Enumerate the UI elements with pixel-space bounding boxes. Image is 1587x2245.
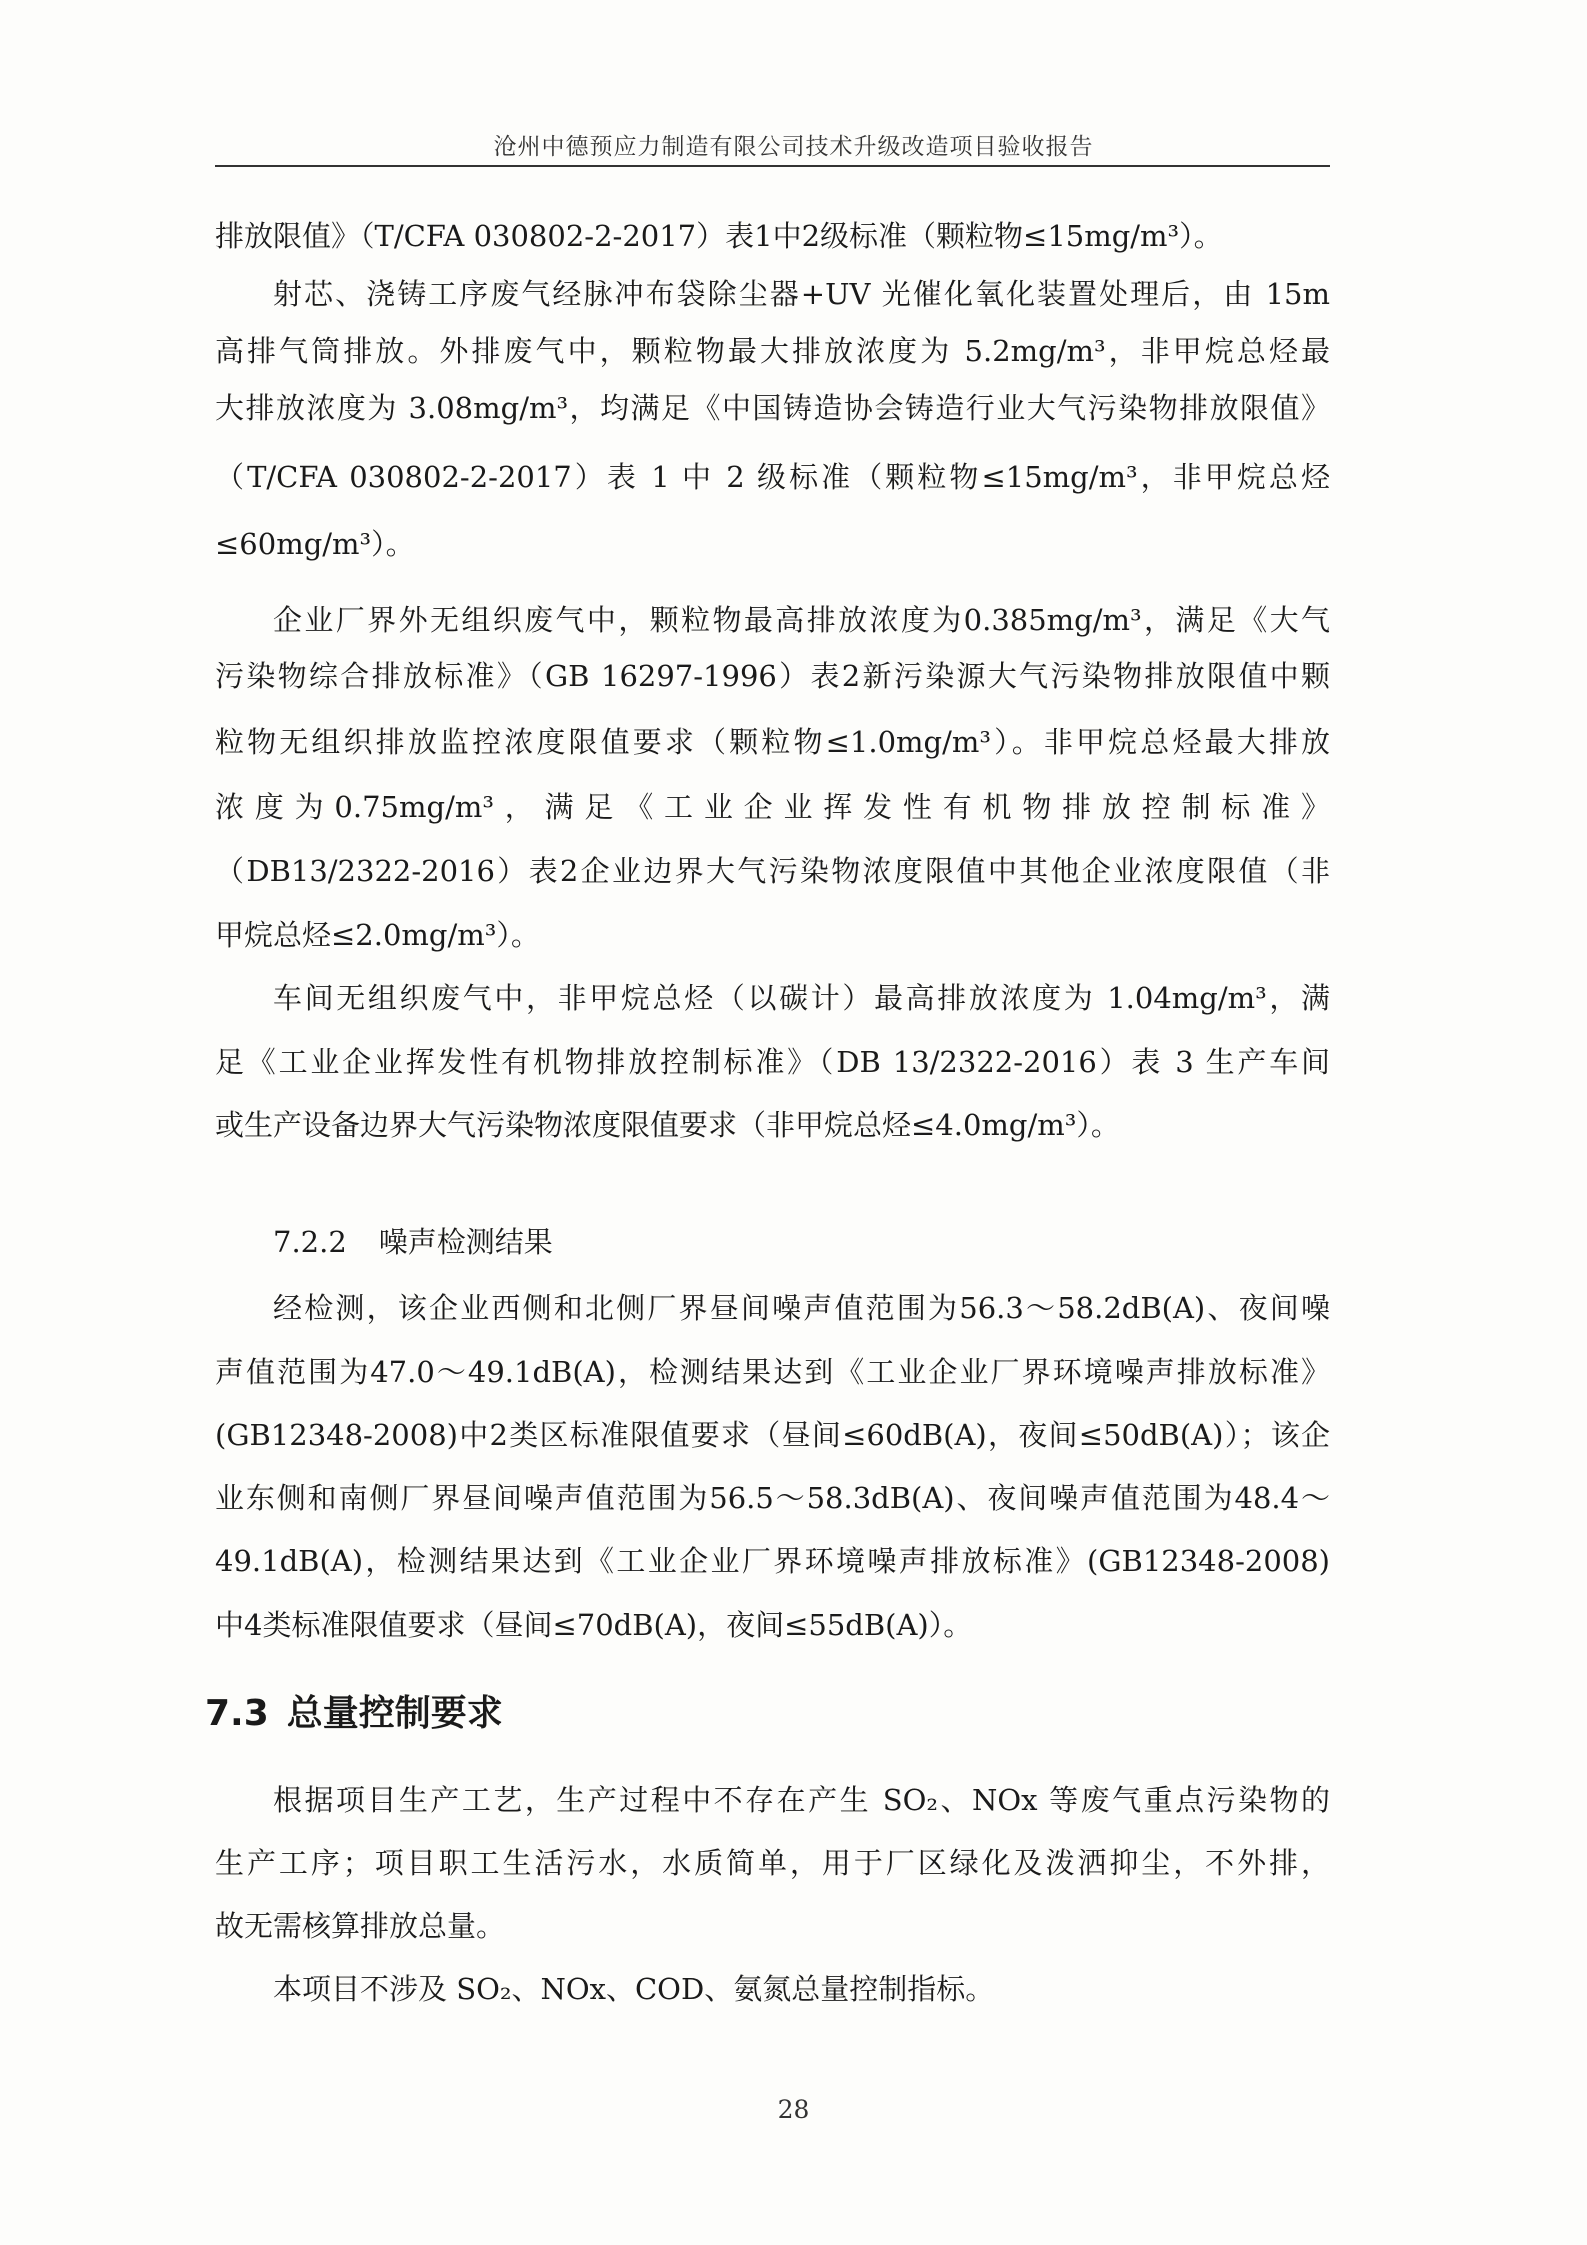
body-line: 或生产设备边界大气污染物浓度限值要求（非甲烷总烃≤4.0mg/m³）。	[215, 1108, 1120, 1142]
noise-line: (GB12348-2008)中2类区标准限值要求（昼间≤60dB(A)，夜间≤50dB(A)）；该企	[215, 1418, 1330, 1452]
body-line: （DB13/2322-2016）表2企业边界大气污染物浓度限值中其他企业浓度限值（非	[215, 854, 1330, 888]
body-line: 污染物综合排放标准》（GB 16297-1996）表2新污染源大气污染物排放限值中颗	[215, 659, 1330, 693]
body-line: 足《工业企业挥发性有机物排放控制标准》（DB 13/2322-2016）表 3 生产车间	[215, 1045, 1330, 1079]
noise-line: 业东侧和南侧厂界昼间噪声值范围为56.5～58.3dB(A)、夜间噪声值范围为48.4～	[215, 1481, 1330, 1515]
body-line: 车间无组织废气中，非甲烷总烃（以碳计）最高排放浓度为 1.04mg/m³，满	[273, 981, 1330, 1015]
running-header: 沧州中德预应力制造有限公司技术升级改造项目验收报告	[493, 134, 1094, 160]
noise-line: 49.1dB(A)，检测结果达到《工业企业厂界环境噪声排放标准》(GB12348-2008)	[215, 1544, 1330, 1578]
section-title: 总量控制要求	[286, 1693, 503, 1734]
total-line: 故无需核算排放总量。	[215, 1909, 506, 1943]
page-number: 28	[777, 2095, 810, 2124]
body-line: 射芯、浇铸工序废气经脉冲布袋除尘器+UV 光催化氧化装置处理后，由 15m	[273, 277, 1330, 311]
section-heading	[205, 1690, 503, 1738]
section-number: 7.3	[205, 1693, 269, 1734]
body-line: （T/CFA 030802-2-2017）表 1 中 2 级标准（颗粒物≤15mg/m³，非甲烷总烃	[215, 460, 1330, 494]
subsection-number: 7.2.2	[273, 1225, 347, 1259]
subsection-heading	[273, 1222, 553, 1262]
total-line: 根据项目生产工艺，生产过程中不存在产生 SO₂、NOx 等废气重点污染物的	[273, 1783, 1330, 1817]
total-line: 生产工序；项目职工生活污水，水质简单，用于厂区绿化及泼洒抑尘，不外排，	[215, 1846, 1330, 1880]
noise-line: 声值范围为47.0～49.1dB(A)，检测结果达到《工业企业厂界环境噪声排放标准》	[215, 1355, 1330, 1389]
body-line: ≤60mg/m³）。	[215, 527, 415, 561]
body-line: 粒物无组织排放监控浓度限值要求（颗粒物≤1.0mg/m³）。非甲烷总烃最大排放	[215, 725, 1330, 759]
total-line: 本项目不涉及 SO₂、NOx、COD、氨氮总量控制指标。	[273, 1972, 995, 2006]
body-line: 浓度为0.75mg/m³，满足《工业企业挥发性有机物排放控制标准》	[215, 790, 1330, 824]
body-line: 甲烷总烃≤2.0mg/m³）。	[215, 918, 540, 952]
body-line: 大排放浓度为 3.08mg/m³，均满足《中国铸造协会铸造行业大气污染物排放限值》	[215, 391, 1330, 425]
body-line: 高排气筒排放。外排废气中，颗粒物最大排放浓度为 5.2mg/m³，非甲烷总烃最	[215, 334, 1330, 368]
subsection-title: 噪声检测结果	[378, 1225, 553, 1259]
noise-line: 中4类标准限值要求（昼间≤70dB(A)，夜间≤55dB(A)）。	[215, 1608, 973, 1642]
noise-line: 经检测，该企业西侧和北侧厂界昼间噪声值范围为56.3～58.2dB(A)、夜间噪	[273, 1291, 1330, 1325]
body-line: 排放限值》（T/CFA 030802-2-2017）表1中2级标准（颗粒物≤15mg/m³）。	[215, 219, 1223, 253]
body-line: 企业厂界外无组织废气中，颗粒物最高排放浓度为0.385mg/m³，满足《大气	[273, 603, 1330, 637]
header-divider	[215, 165, 1330, 167]
